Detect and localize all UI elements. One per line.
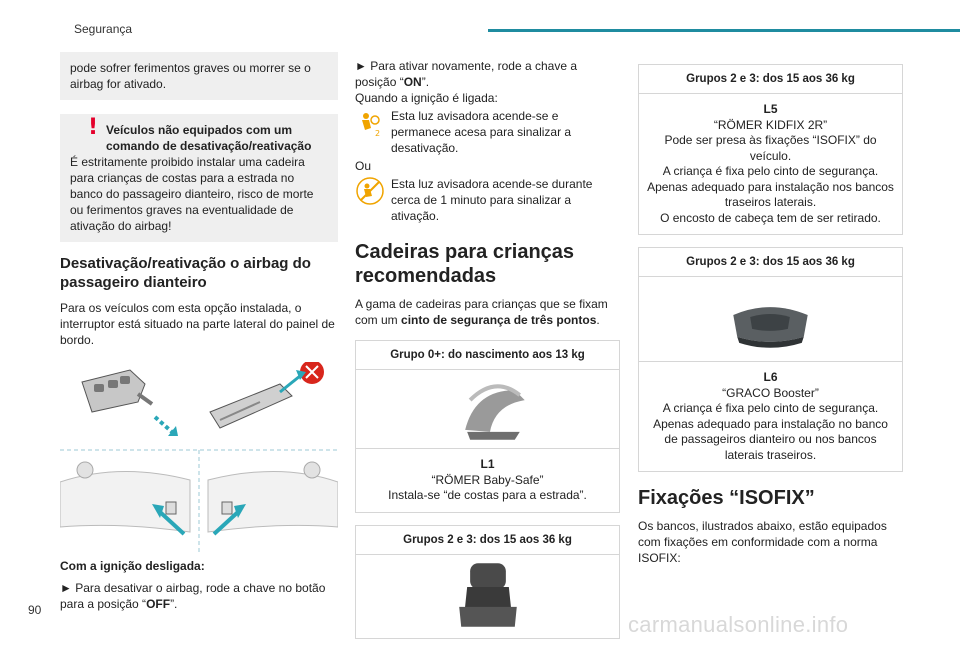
watermark: carmanualsonline.info xyxy=(628,612,849,637)
warning-body: É estritamente proibido instalar uma cadeira para crianças de costas para a estrada no banco do passageiro dianteiro, risco de morte ou ferimentos graves na eventualidade de ativação do airbag! xyxy=(70,155,314,233)
intro-text: Para os veículos com esta opção instalada, o interruptor está situado na parte lateral do painel de bordo. xyxy=(60,301,335,347)
recommended-seats-heading: Cadeiras para crianças recomendadas xyxy=(355,241,575,287)
booster-seat-image xyxy=(639,277,902,362)
section-heading: Desativação/reativação o airbag do passageiro dianteiro xyxy=(60,255,311,291)
highback-seat-image xyxy=(356,555,619,635)
step-enable-text: ► Para ativar novamente, rode a chave a posição “ON”. xyxy=(355,59,577,89)
header-accent-bar xyxy=(488,29,960,32)
page-number: 90 xyxy=(28,603,42,617)
warning-heading: Veículos não equipados com um comando de desativação/reativação xyxy=(106,123,312,153)
lamp-activated-row: Esta luz avisadora acende-se durante cerca de 1 minuto para sinalizar a ativação. xyxy=(355,176,620,224)
column-left xyxy=(60,52,338,618)
baby-seat-image xyxy=(356,370,619,449)
seat-card-group23-middle: Grupos 2 e 3: dos 15 aos 36 kg xyxy=(355,525,620,639)
seat-card-l6: Grupos 2 e 3: dos 15 aos 36 kg L6 “GRACO Booster” A criança é fixa pelo cinto de segurança. Apenas adequado para instalação no banco de passageiros dianteiro ou nos bancos laterais traseiros. xyxy=(638,247,903,472)
isofix-heading: Fixações “ISOFIX” xyxy=(638,487,815,509)
ignition-off-label: Com a ignição desligada: xyxy=(60,559,205,573)
step-disable-text: ► Para desativar o airbag, rode a chave no botão para a posição “OFF”. xyxy=(60,581,326,611)
svg-text:2: 2 xyxy=(375,129,381,138)
warning-box xyxy=(60,114,338,242)
section-title: Segurança xyxy=(74,22,133,36)
or-text: Ou xyxy=(355,159,372,173)
airbag-switch-illustration xyxy=(60,362,338,552)
warning-continuation: pode sofrer ferimentos graves ou morrer se o airbag for ativado. xyxy=(60,52,338,100)
column-middle xyxy=(355,58,620,651)
seat-card-l1: Grupo 0+: do nascimento aos 13 kg L1 “RÖMER Baby-Safe” Instala-se “de costas para a estrada”. xyxy=(355,340,620,513)
ignition-on-label: Quando a ignição é ligada: xyxy=(355,91,498,105)
isofix-text: Os bancos, ilustrados abaixo, estão equipados com fixações em conformidade com a norma ISOFIX: xyxy=(638,519,887,565)
column-right xyxy=(638,64,903,572)
airbag-off-warning-lamp-icon xyxy=(355,108,385,138)
key-fob-icon xyxy=(82,370,152,412)
airbag-on-warning-lamp-icon xyxy=(355,176,385,206)
warning-exclamation-icon: ! xyxy=(88,115,99,140)
seat-card-l5: Grupos 2 e 3: dos 15 aos 36 kg L5 “RÖMER KIDFIX 2R” Pode ser presa às fixações “ISOFIX” do veículo. A criança é fixa pelo cinto de segurança. Apenas adequado para instalação nos bancos traseiros laterais. O encosto de cabeça tem de ser retirado. xyxy=(638,64,903,235)
recommended-seats-intro: A gama de cadeiras para crianças que se fixam com um cinto de segurança de três pontos. xyxy=(355,297,608,327)
key-icon xyxy=(210,362,324,428)
lamp-deactivated-row: 2 Esta luz avisadora acende-se e permanece acesa para sinalizar a desativação. xyxy=(355,108,620,156)
